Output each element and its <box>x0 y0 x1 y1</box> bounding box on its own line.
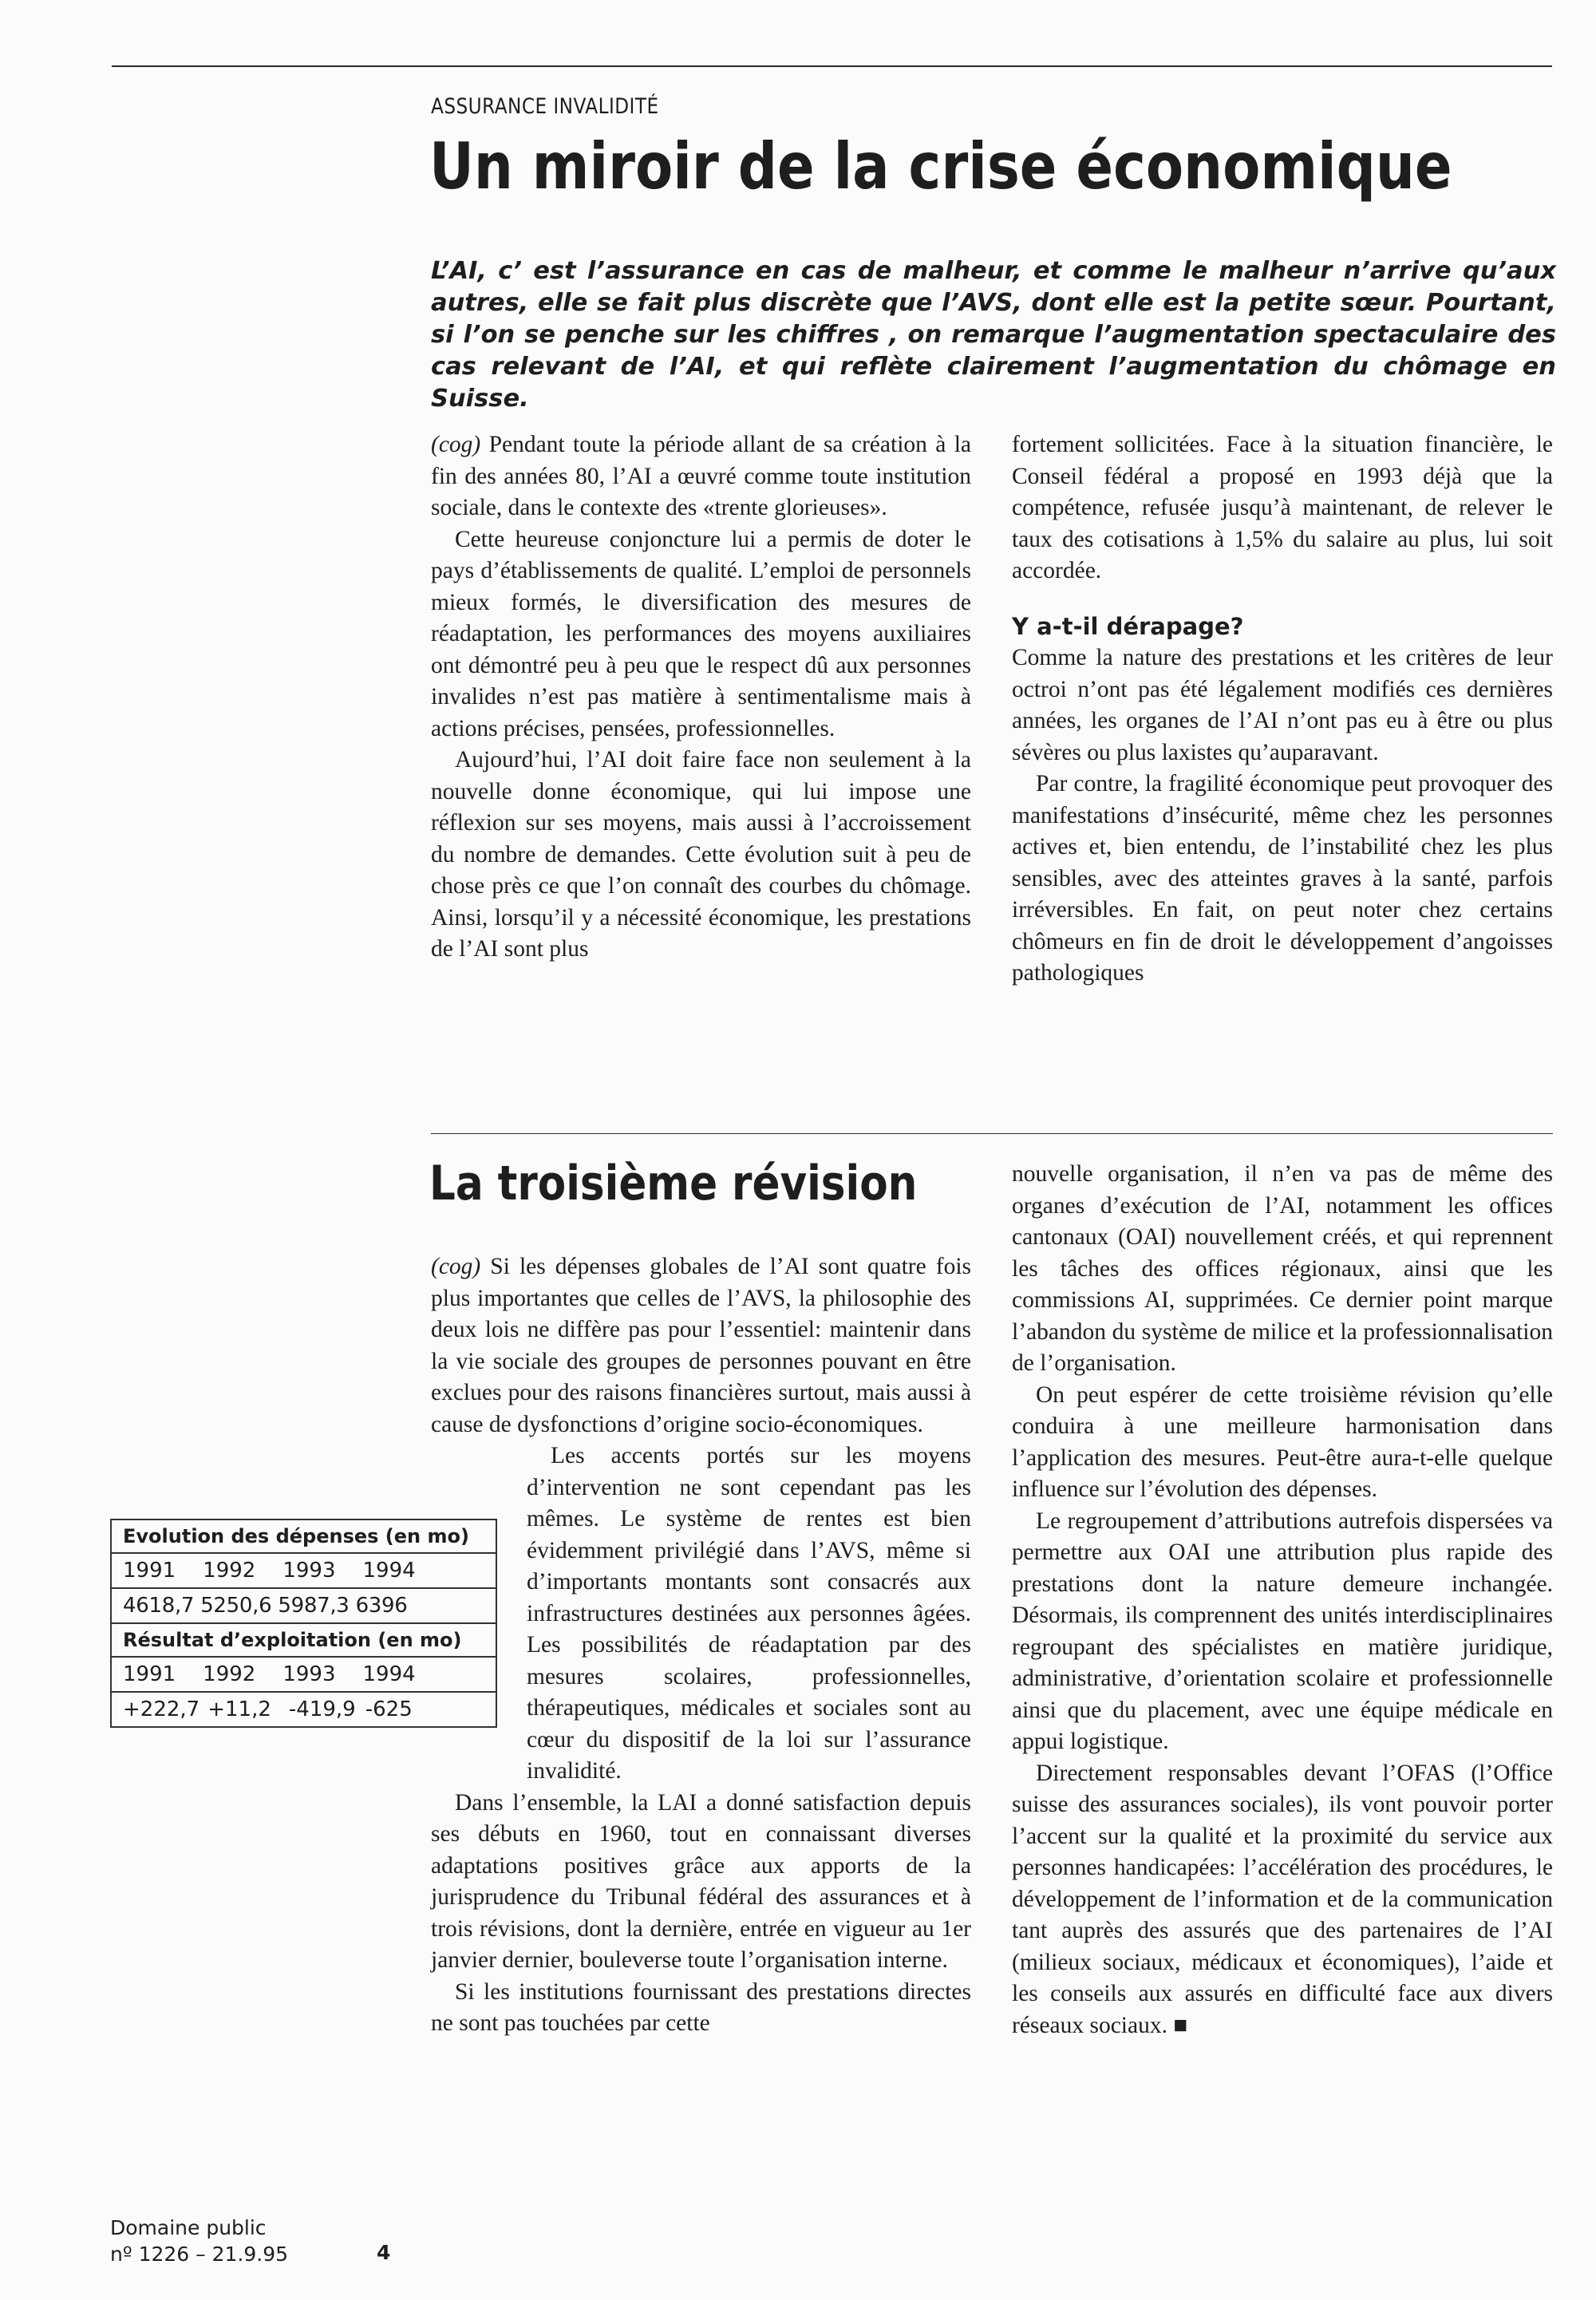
year-cell: 1991 <box>123 1559 176 1583</box>
top-rule <box>112 65 1552 67</box>
paragraph-text: Pendant toute la période allant de sa création à la fin des années 80, l’AI a œuvré comme toute institution sociale, dans le contexte des «trente glorieuses». <box>431 432 971 520</box>
article2-paragraph <box>431 1251 971 1440</box>
article2-left-column <box>431 1251 971 2040</box>
page-number: 4 <box>377 2241 391 2264</box>
value-cell: -419,9 <box>288 1697 356 1721</box>
value-cell: 6396 <box>355 1594 408 1618</box>
value-cell: 5987,3 <box>278 1594 350 1618</box>
paragraph-text: Les accents portés sur les moyens d’intervention ne sont cependant pas les mêmes. Le système de rentes est bien évidemment privilégié dans l’AVS, même si d’importants montants sont consacrés aux infrastructures destinées aux personnes âgées. Les possibilités de réadaptation par des mesures scolaires, professionnelles, thérapeutiques, médicales et sociales sont au cœur du dispositif de la loi sur l’assurance invalidité. <box>527 1443 971 1784</box>
article2-paragraph: Si les institutions fournissant des prestations directes ne sont pas touchées par cette <box>431 1978 971 2036</box>
article2-paragraph: On peut espérer de cette troisième révision qu’elle conduira à une meilleure harmonisation dans l’application des mesures. Peut-être aura-t-elle quelque influence sur l’évolution des dépenses. <box>1012 1381 1553 1502</box>
article2-paragraph: nouvelle organisation, il n’en va pas de même des organes d’exécution de l’AI, notamment les offices cantonaux (OAI) nouvellement créés, et qui reprennent les tâches des offices régionaux, ainsi que les commissions AI, supprimées. Ce dernier point marque l’abandon du système de milice et la professionnalisation de l’organisation. <box>1012 1161 1553 1376</box>
value-cell: 4618,7 <box>123 1594 195 1618</box>
article1-paragraph: Par contre, la fragilité économique peut provoquer des manifestations d’insécurité, même chez les personnes actives et, bien entendu, de l’instabilité chez les plus sensibles, avec des atteintes graves à la santé, parfois irréversibles. En fait, on peut noter chez certains chômeurs en fin de droit le développement d’angoisses pathologiques <box>1012 771 1553 986</box>
article1-paragraph: Comme la nature des prestations et les critères de leur octroi n’ont pas été légalement modifiés ces dernières années, les organes de l’AI n’ont pas eu à être ou plus sévères ou plus laxistes qu’auparavant. <box>1012 645 1553 765</box>
article1-left-column <box>431 429 971 966</box>
results-values-row <box>112 1691 496 1726</box>
author-tag: (cog) <box>431 1254 481 1279</box>
paragraph-text: Si les dépenses globales de l’AI sont quatre fois plus importantes que celles de l’AVS, la philosophie des deux lois ne diffère pas pour l’essentiel: maintenir dans la vie sociale des groupes de personnes pouvant en être exclues pour des raisons financières surtout, mais aussi à cause de dysfonctions d’origine socio-économiques. <box>431 1254 971 1437</box>
section-kicker: ASSURANCE INVALIDITÉ <box>431 94 659 119</box>
expenses-years-row <box>112 1552 496 1587</box>
value-cell: +222,7 <box>123 1697 200 1721</box>
value-cell: 5250,6 <box>200 1594 272 1618</box>
article2-right-column <box>1012 1159 1553 2041</box>
middle-rule <box>431 1133 1553 1134</box>
article1-right-column <box>1012 429 1553 990</box>
value-cell: -625 <box>365 1697 413 1721</box>
year-cell: 1994 <box>362 1559 416 1583</box>
article-lead: L’AI, c’ est l’assurance en cas de malheur, et comme le malheur n’arrive qu’aux autres, elle se fait plus discrète que l’AVS, dont elle est la petite sœur. Pourtant, si l’on se penche sur les chiffres , on remarque l’augmentation spectaculaire des cas relevant de l’AI, et qui reflète clairement l’augmentation du chômage en Suisse. <box>431 257 1556 413</box>
figures-table <box>110 1519 497 1728</box>
year-cell: 1994 <box>362 1662 416 1686</box>
author-tag: (cog) <box>431 432 481 457</box>
year-cell: 1991 <box>123 1662 176 1686</box>
year-cell: 1993 <box>282 1559 336 1583</box>
article1-paragraph: fortement sollicitées. Face à la situation financière, le Conseil fédéral a proposé en 1993 déjà que la compétence, refusée jusqu’à maintenant, de relever le taux des cotisations à 1,5% du salaire au plus, lui soit accordée. <box>1012 432 1553 583</box>
article2-paragraph: Dans l’ensemble, la LAI a donné satisfaction depuis ses débuts en 1960, tout en connaissant diverses adaptations positives grâce aux apports de la jurisprudence du Tribunal fédéral des assurances et à trois révisions, dont la dernière, entrée en vigueur au 1er janvier dernier, bouleverse toute l’organisation interne. <box>431 1789 971 1973</box>
results-years-row <box>112 1656 496 1691</box>
article2-paragraph <box>431 1440 971 1788</box>
value-cell: +11,2 <box>207 1697 271 1721</box>
year-cell: 1992 <box>203 1559 256 1583</box>
results-heading: Résultat d’exploitation (en mo) <box>112 1622 496 1656</box>
article1-paragraph <box>431 429 971 524</box>
article-title: Un miroir de la crise économique <box>429 129 1452 204</box>
article2-paragraph: Directement responsables devant l’OFAS (l’Office suisse des assurances sociales), ils vont pouvoir porter l’accent sur la qualité et la proximité du service aux personnes handicapées: l’accélération des procédures, le développement de l’information et de la communication tant auprès des assurés que des partenaires de l’AI (milieux sociaux, médicaux et économiques), l’aide et les conseils aux assurés en difficulté face aux divers réseaux sociaux. ■ <box>1012 1760 1553 2038</box>
issue-info: nº 1226 – 21.9.95 <box>110 2243 289 2266</box>
article2-paragraph: Le regroupement d’attributions autrefois dispersées va permettre aux OAI une attribution plus rapide des prestations dont la nature demeure inchangée. Désormais, ils comprennent des unités interdisciplinaires regroupant des spécialistes en matière juridique, administrative, d’orientation scolaire et professionnelle ainsi que du placement, avec une équipe médicale en appui logistique. <box>1012 1508 1553 1754</box>
article2-title: La troisième révision <box>429 1156 918 1211</box>
publication-name: Domaine public <box>110 2216 267 2239</box>
year-cell: 1993 <box>282 1662 336 1686</box>
publication-footer <box>110 2215 288 2267</box>
article1-paragraph: Cette heureuse conjoncture lui a permis de doter le pays d’établissements de qualité. L’emploi de personnels mieux formés, le diversification des mesures de réadaptation, les performances des moyens auxiliaires ont démontré peu à peu que le respect dû aux personnes invalides n’est pas matière à sentimentalisme mais à actions précises, pensées, professionnelles. <box>431 526 971 741</box>
article1-paragraph: Aujourd’hui, l’AI doit faire face non seulement à la nouvelle donne économique, qui lui impose une réflexion sur ses moyens, mais aussi à l’accroissement du nombre de demandes. Cette évolution suit à peu de chose près ce que l’on connaît des courbes du chômage. Ainsi, lorsqu’il y a nécessité économique, les prestations de l’AI sont plus <box>431 747 971 962</box>
expenses-heading: Evolution des dépenses (en mo) <box>123 1525 469 1547</box>
year-cell: 1992 <box>203 1662 256 1686</box>
article1-subheading: Y a-t-il dérapage? <box>1012 612 1244 640</box>
expenses-values-row <box>112 1587 496 1622</box>
